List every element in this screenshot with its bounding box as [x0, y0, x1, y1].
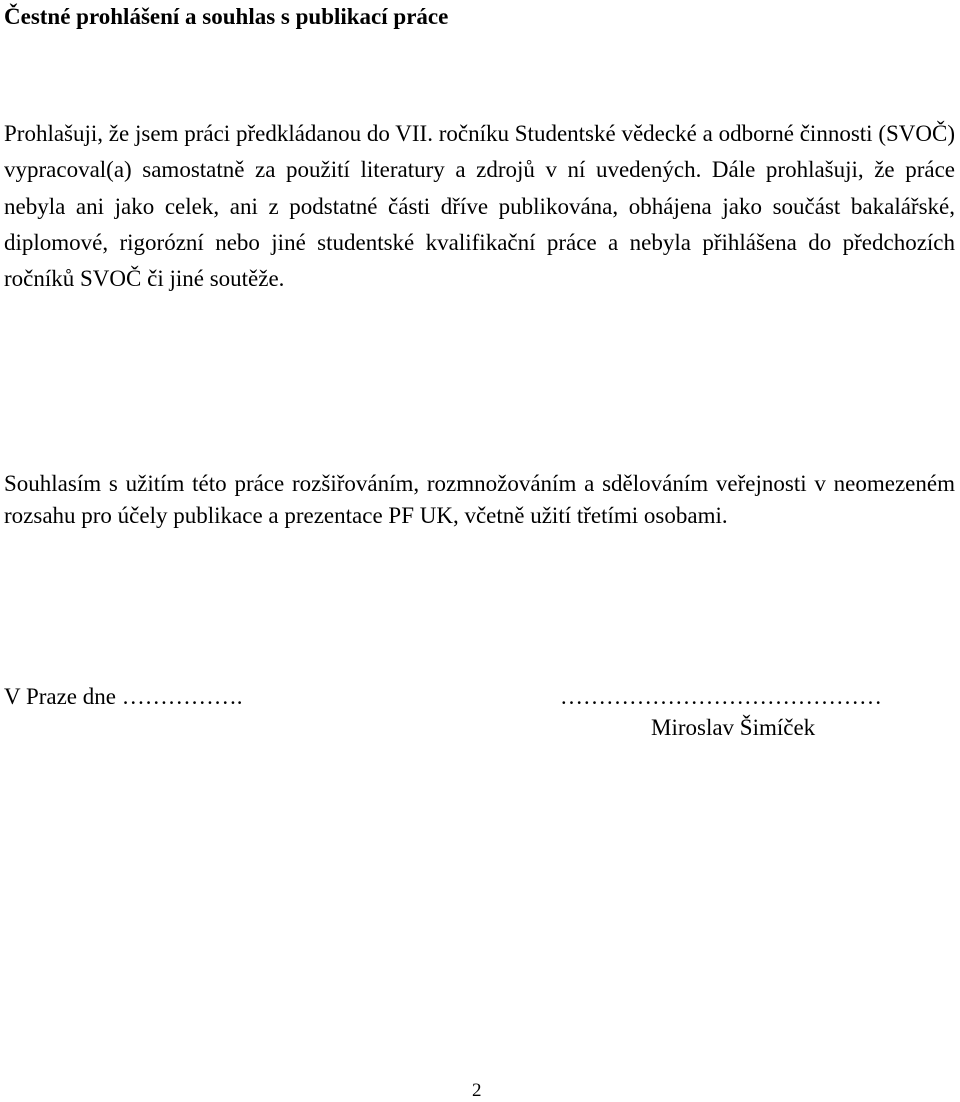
- consent-paragraph: Souhlasím s užitím této práce rozšiřováním, rozmnožováním a sdělováním veřejnosti v neomezeném rozsahu pro účely publikace a prezentace PF UK, včetně užití třetími osobami.: [4, 471, 955, 528]
- declaration-paragraph: Prohlašuji, že jsem práci předkládanou do VII. ročníku Studentské vědecké a odborné činnosti (SVOČ) vypracoval(a) samostatně za použití literatury a zdrojů v ní uvedených. Dále prohlašuji, že práce nebyla ani jako celek, ani z podstatné části dříve publikována, obhájena jako součást bakalářské, diplomové, rigorózní nebo jiné studentské kvalifikační práce a nebyla přihlášena do předchozích ročníků SVOČ či jiné soutěže.: [4, 121, 955, 292]
- document-title: Čestné prohlášení a souhlas s publikací práce: [4, 4, 449, 29]
- signature-name: Miroslav Šimíček: [651, 715, 816, 740]
- page-number: 2: [472, 1080, 482, 1101]
- place-date: V Praze dne …………….: [4, 684, 243, 709]
- signature-line: ……………………………………: [560, 684, 882, 709]
